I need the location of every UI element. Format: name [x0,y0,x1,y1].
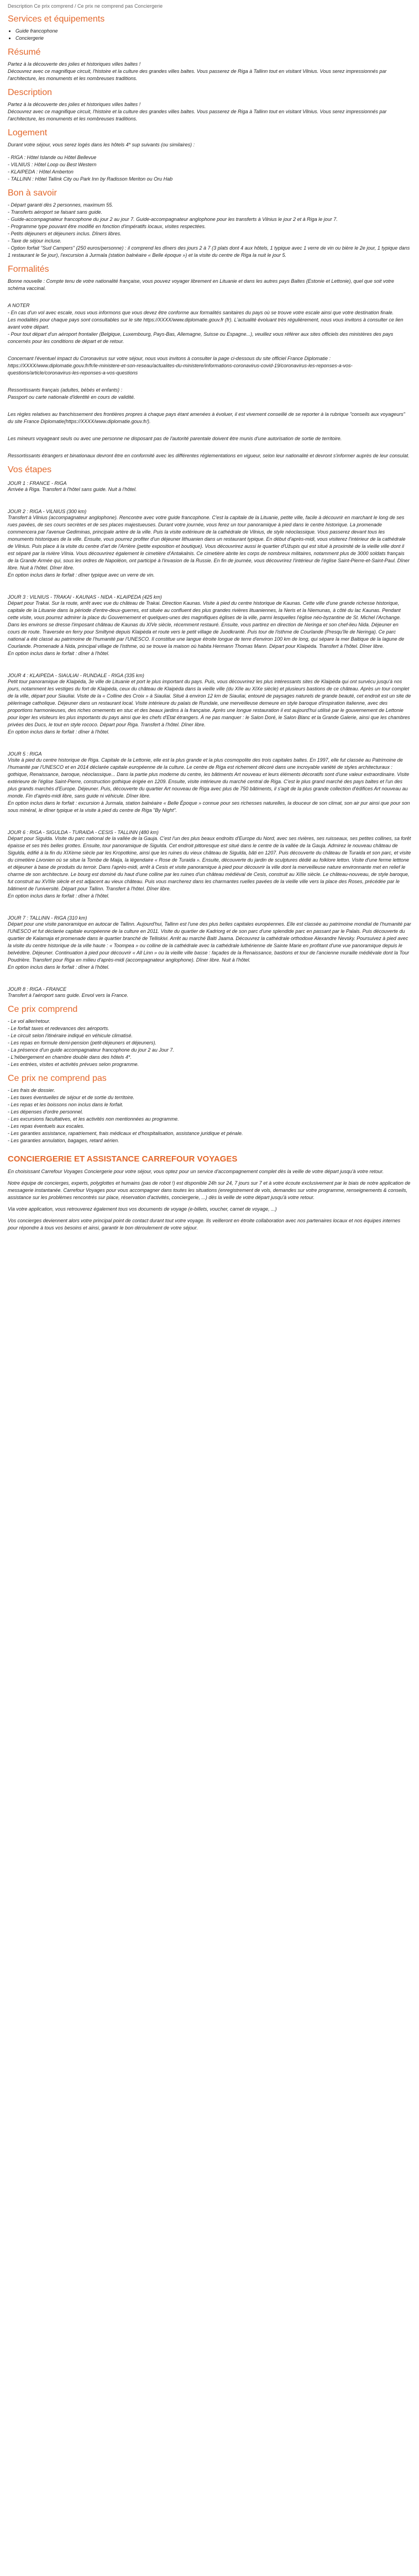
day-block [8,509,411,579]
day-text: Visite à pied du centre historique de Riga. Capitale de la Lettonie, elle est la plus grande et la plus cosmopolite des trois capitales baltes. En 1997, elle fut classée au Patrimoine de l'humanité par l'UNESCO et en 2014 déclarée capitale européenne de la culture. Le centre de Riga est richement décoré dans une incroyable variété de styles architecturaux : gothique, Renaissance, baroque, néoclassique... Dans la partie plus moderne du centre, les bâtiments Art nouveau et leurs éléments décoratifs sont d'une valeur extraordinaire. Visite extérieure de l'église Saint-Pierre, construction gothique érigée en 1209. Ensuite, visite intérieure du marché central de Riga. C'est le plus grand marché des pays baltes et l'un des plus grands marchés d'Europe. Déjeuner. Puis, découverte du quartier Art nouveau de Riga avec plus de 750 bâtiments, il s'agit de la plus grande collection d'édifices Art nouveau au monde. Fin d'après-midi libre, sans guide ni véhicule. Dîner libre. En option inclus dans le forfait : excursion à Jurmala, station balnéaire « Belle Époque » connue pour ses richesses naturelles, la douceur de son climat, son air pur ainsi que pour son sous minéral, le dîner typique et la visite à pied du centre de Riga "By Night". [8,757,410,813]
comprend-title: Ce prix comprend [8,1005,78,1014]
ne-comprend-item: - Les excursions facultatives, et les activités non mentionnées au programme. [8,1116,179,1122]
bon-line: - Programme type pouvant être modifié en fonction d'impératifs locaux, visites respectées. [8,224,206,229]
day-text: Transfert à l'aéroport sans guide. Envol vers la France. [8,993,129,998]
conciergerie-paragraph: Vos concierges deviennent alors votre principal point de contact durant tout votre voyage. Ils veilleront en étroite collaboration avec nos partenaires locaux et nos équipes internes pour répondre à tous vos besoins et ainsi, garantir le bon déroulement de votre séjour. [8,1218,401,1231]
conciergerie-paragraph: En choisissant Carrefour Voyages Conciergerie pour votre séjour, vous optez pour un service d'accompagnement complet dès la veille de votre départ jusqu'à votre retour. [8,1169,384,1174]
ne-comprend-item: - Les dépenses d'ordre personnel. [8,1109,83,1115]
ne-comprend-item: - Les garanties annulation, bagages, retard aérien. [8,1138,119,1143]
bon-line: - Transferts aéroport se faisant sans guide. [8,209,102,215]
day-text: Départ pour Trakai. Sur la route, arrêt avec vue du château de Trakai. Direction Kaunas. Visite à pied du centre historique de Kaunas. Cette ville d'une grande richesse historique, capitale de la Lituanie dans la période d'entre-deux-guerres, est située au confluent des plus grandes rivières lituaniennes, la Neris et la Niemunas, à côté du lac Kaunas. Pendant cette visite, vous pourrez admirer la place du Gouvernement et quelques-unes des magnifiques églises de la ville, parmi lesquelles l'église néo-byzantine de St. Michel l'Archange. Dans les environs se dresse l'imposant château de Kaunas du XIVe siècle, récemment restauré. Ensuite, vous partirez en direction de Neringa et son chef-lieu Nida. Déjeuner en cours de route. Traversée en ferry pour Smiltynė depuis Klaipėda et route vers le petit village de Juodkrantė. Puis tour de l'isthme de Courlande (Presqu'île de Neringa). Ce parc national a été classé au patrimoine de l'humanité par l'UNESCO. Il constitue une langue étroite longue de terre d'environ 100 km de long, qui sépare la mer Baltique de la lagune de Courlande. Promenade à Nida, principal village de l'isthme, où se trouve la maison où habita Hermann Thomas Mann. Départ pour Klaipėda. Transfert à l'hôtel. Dîner libre. En option inclus dans le forfait : dîner à l'hôtel. [8,600,405,656]
ne-comprend-item: - Les garanties assistance, rapatriement, frais médicaux et d'hospitalisation, assistance juridique et pénale. [8,1131,243,1136]
bon-line: - Option forfait "Sud Campers" (250 euros/personne) : il comprend les dîners des jours 2 à 7 (3 plats dont 4 aux hôtels, 1 typique avec 1 verre de vin ou bière le 2e jour, 1 typique dans 1 restaurant le 5e jour), l'excursion à Jurmala (station balnéaire « Belle époque ») et la visite du centre de Riga la nuit le jour 5. [8,245,410,258]
ne-comprend-title: Ce prix ne comprend pas [8,1074,107,1083]
resume-line: Partez à la découverte des jolies et historiques villes baltes ! [8,61,141,67]
ne-comprend-item: - Les taxes éventuelles de séjour et de sortie du territoire. [8,1095,135,1100]
day-title: JOUR 5 : RIGA [8,751,42,757]
day-title: JOUR 1 : FRANCE - RIGA [8,481,67,486]
bon-line: - Guide-accompagnateur francophone du jour 2 au jour 7. Guide-accompagnateur anglophone pour les transferts à Vilnius le jour 2 et à Riga le jour 7. [8,217,338,222]
conciergerie-paragraph: Via votre application, vous retrouverez également tous vos documents de voyage (e-billets, voucher, carnet de voyage, ...) [8,1206,277,1212]
day-text: Départ pour Sigulda. Visite du parc national de la vallée de la Gauja. C'est l'un des plus beaux endroits d'Europe du Nord, avec ses rivières, ses ruisseaux, ses petites collines, sa forêt épaisse et ses très belles grottes. Ensuite, tour panoramique de Sigulda. Cet endroit pittoresque est situé dans le centre de la vallée de la Gauja. Admirez le nouveau château de Sigulda, édifié à la fin du XIXème siècle par les Kropotkine, ainsi que les ruines du vieux château de Sigulda, bâti en 1207. Puis découverte du château de Turaida et son parc, et visite du cimetière Livonien où se situe la Tombe de Maija, la légendaire « Rose de Turaida ». Ensuite, découverte du jardin de sculptures dédié au folklore letton. Visite d'une ferme letttone et déjeuner à base de produits du terroir. Dans l'après-midi, arrêt à Cesis et visite panoramique à pied pour découvrir la ville dont la merveilleuse nature environnante met en relief le charme de son architecture. Le bourg est dominé du haut d'une colline par les ruines d'un château médiéval de Cesis, construit au XIIIe siècle. Le château-nouveau, de style baroque, fut construit au XVIIIe siècle et est adjacent au vieux château. Puis vous marcherez dans les charmantes ruelles pavées de la vieille ville vers la place des Roses, précédée par le bâtiment de l'université. Départ pour Tallinn. Transfert à l'hôtel. Dîner libre. En option inclus dans le forfait : dîner à l'hôtel. [8,836,411,899]
bon-line: - Petits déjeuners et déjeuners inclus. Dîners libres. [8,231,122,236]
formalites-paragraph: Concernant l'éventuel impact du Coronavirus sur votre séjour, nous vous invitons à consulter la page ci-dessous du site officiel France Diplomatie : https://XXXX/www.diplomatie.gouv.fr/fr/le-ministere-et-son-reseau/actualites-du-ministere/informations-coronavirus-covid-19/coronavirus-les-reponses-a-vos-questions/article/coronavirus-les-reponses-a-vos-questions [8,356,353,376]
day-title: JOUR 7 : TALLINN - RIGA (310 km) [8,915,87,921]
comprend-item: - Les repas en formule demi-pension (petit-déjeuners et déjeuners). [8,1040,157,1046]
logement-title: Logement [8,128,48,138]
formalites-paragraph: Ressortissants français (adultes, bébés et enfants) : Passport ou carte nationale d'identité en cours de validité. [8,387,135,400]
day-title: JOUR 8 : RIGA - FRANCE [8,986,67,992]
conciergerie-paragraph: Notre équipe de concierges, experts, polyglottes et humains (pas de robot !) est disponible 24h sur 24, 7 jours sur 7 et à votre écoute exclusivement par le biais de notre application de messagerie instantanée. Carrefour Voyages pour vous accompagner dans toutes les situations (enregistrement de vols, demandes sur votre programme, renseignements & conseils, assistance sur les problèmes rencontrés sur place, réservation d'activités, conciergerie, ...) dès la veille de votre départ jusqu'à votre retour. [8,1180,411,1200]
bon-line: - Départ garanti dès 2 personnes, maximum 55. [8,202,113,208]
comprend-item: - L'hébergement en chambre double dans des hôtels 4*. [8,1054,132,1060]
hotel-line: - TALLINN : Hôtel Tallink City ou Park Inn by Radisson Meriton ou Oru Hab [8,176,173,182]
etapes-title: Vos étapes [8,465,52,474]
day-block [8,751,411,814]
day-title: JOUR 3 : VILNIUS - TRAKAI - KAUNAS - NIDA - KLAIPEDA (425 km) [8,594,162,600]
description-title: Description [8,88,53,97]
formalites-title: Formalités [8,265,49,274]
comprend-item: - Le forfait taxes et redevances des aéroports. [8,1026,109,1031]
hotel-line: - KLAIPEDA : Hôtel Amberton [8,169,74,175]
description-line: Découvrez avec ce magnifique circuit, l'histoire et la culture des grandes villes baltes. Vous passerez de Riga à Tallinn tout en visitant Vilnius. Vous serez impressionnés par l'architecture, les monuments et les nombreuses traditions. [8,109,387,122]
ne-comprend-item: - Les repas éventuels aux escales. [8,1123,85,1129]
comprend-item: - Le circuit selon l'itinéraire indiqué en véhicule climatisé. [8,1033,133,1038]
formalites-paragraph: A NOTER - En cas d'un vol avec escale, nous vous informons que vous devez être conforme aux formalités sanitaires du pays où se trouve votre escale ainsi que votre destination finale. Les modalités pour chaque pays sont consultables sur le site https://XXXX/www.diplomatie.gouv.fr (fr). L'actualité évoluant très régulièrement, nous vous invitons à consulter ce lien avant votre départ. - Pour tout départ d'un aéroport frontalier (Belgique, Luxembourg, Pays-Bas, Allemagne, Suisse ou Espagne...), veuillez vous référer aux sites officiels des ministères des pays concernés pour les conditions de départ et de retour. [8,303,404,344]
bon-a-savoir-title: Bon à savoir [8,188,57,198]
services-title: Services et équipements [8,14,105,24]
description-line: Partez à la découverte des jolies et historiques villes baltes ! [8,102,141,107]
day-title: JOUR 2 : RIGA - VILNIUS (300 km) [8,509,87,514]
formalites-paragraph: Les mineurs voyageant seuls ou avec une personne ne disposant pas de l'autorité parentale doivent être munis d'une autorisation de sortie de territoire. [8,436,342,441]
day-title: JOUR 4 : KLAIPEDA - SIAULIAI - RUNDALE - RIGA (335 km) [8,673,144,678]
conciergerie-title: CONCIERGERIE ET ASSISTANCE CARREFOUR VOYAGES [8,1154,238,1164]
comprend-item: - Le vol aller/retour. [8,1018,51,1024]
day-text: Arrivée à Riga. Transfert à l'hôtel sans guide. Nuit à l'hôtel. [8,487,137,492]
ne-comprend-item: - Les repas et les boissons non inclus dans le forfait. [8,1102,124,1107]
breadcrumb: Description Ce prix comprend / Ce prix ne comprend pas Conciergerie [8,3,163,9]
day-block [8,481,411,493]
day-block [8,594,411,657]
resume-line: Découvrez avec ce magnifique circuit, l'histoire et la culture des grandes villes baltes. Vous passerez de Riga à Tallinn tout en visitant Vilnius. Vous serez impressionnés par l'architecture, les monuments et les nombreuses traditions. [8,68,387,81]
services-item: • Guide francophone [15,28,411,35]
bon-line: - Taxe de séjour incluse. [8,238,62,244]
day-text: Départ pour une visite panoramique en autocar de Tallinn. Aujourd'hui, Tallinn est l'une des plus belles capitales européennes. Elle est classée au patrimoine mondial de l'humanité par l'UNESCO et fut déclarée capitale européenne de la culture en 2011. Visite du quartier de Kadriorg et de son parc d'une splendide parc en passant par le Palais. Puis découverte du quartier de Kalamaja et promenade dans le quartier branché de Telliskivi. Arrêt au marché Balti Jaama. Découvrez la cathédrale orthodoxe Alexandre Nevsky. Poursuivez à pied avec la visite du centre historique de la ville haute : « Toompea » ou colline de la cathédrale avec la cathédrale luthérienne de Sainte Marie en profitant d'une vue panoramique depuis le belvédère. Déjeuner. Continuation à pied pour découvrir « All Linn » ou la vieille ville basse : façades de la Renaissance, bastions et tour de l'ancienne muraille médiévale dont la Tour Poudrière. Transfert pour Riga en milieu d'après-midi (accompagnateur anglophone). Dîner libre. Nuit à l'hôtel. En option inclus dans le forfait : dîner à l'hôtel. [8,921,411,970]
day-block [8,830,411,900]
services-item: • Conciergerie [15,35,411,42]
day-title: JOUR 6 : RIGA - SIGULDA - TURAIDA - CESIS - TALLINN (480 km) [8,830,159,835]
formalites-paragraph: Bonne nouvelle : Compte tenu de votre nationalité française, vous pouvez voyager librement en Lituanie et dans les autres pays Baltes (Estonie et Lettonie), quel que soit votre schéma vaccinal. [8,278,394,291]
formalites-paragraph: Ressortissants étrangers et binationaux devront être en conformité avec les différentes réglementations en vigueur, selon leur nationalité et devront s'informer auprès de leur consulat. [8,453,410,458]
comprend-item: - La présence d'un guide accompagnateur francophone du jour 2 au Jour 7. [8,1047,174,1053]
comprend-item: - Les entrées, visites et activités prévues selon programme. [8,1062,139,1067]
formalites-paragraph: Les règles relatives au franchissement des frontières propres à chaque pays étant amenées à évoluer, il est vivement conseillé de se reporter à la rubrique "conseils aux voyageurs" du site France Diplomatie(https://XXXX/www.diplomatie.gouv.fr/). [8,411,405,424]
day-block [8,986,411,999]
day-block [8,673,411,736]
ne-comprend-item: - Les frais de dossier. [8,1088,55,1093]
hotel-line: - RIGA : Hôtel Islande ou Hôtel Bellevue [8,155,97,160]
day-block [8,915,411,971]
page [0,0,419,1247]
logement-intro: Durant votre séjour, vous serez logés dans les hôtels 4* sup suivants (ou similaires) : [8,142,195,147]
day-text: Petit tour panoramique de Klaipėda, 3e ville de Lituanie et port le plus important du pays. Puis, vous découvrirez les plus intéressants sites de Klaipėda qui ont survécu jusqu'à nos jours, notamment les vestiges du fort de Klaipėda, ceux du château de Klaipėda dans la vieille ville (du XIIe au XIXe siècle) et plusieurs bastions de ce château. Après un tour complet de la ville, départ pour Siauliai. Visite de la « Colline des Croix » à Siauliai. Situé à environ 12 km de Siauliai, entouré de paysages naturels de grande beauté, cet endroit est un site de pèlerinage catholique. Déjeuner dans un restaurant local. Visite intérieure du palais de Rundale, une merveilleuse demeure en style baroque d'inspiration italienne, avec des proportions harmonieuses, des riches ornements en stuc et des beaux jardins à la française. Après une longue restauration il est aujourd'hui utilisé par le gouvernement de Lettonie pour loger les visiteurs les plus importants du pays ainsi que les chefs d'Etat étrangers. À ne pas manquer : le Salon Doré, le Salon Blanc et la Grande Galerie, ainsi que les chambres privées des Ducs, le tout en style rococo. Départ pour Riga. Transfert à l'hôtel. Dîner libre. En option inclus dans le forfait : dîner à l'hôtel. [8,679,411,735]
resume-title: Résumé [8,47,41,57]
hotel-line: - VILNIUS : Hôtel Loop ou Best Western [8,162,97,167]
services-list [15,28,411,42]
day-text: Transfert à Vilnius (accompagnateur anglophone). Rencontre avec votre guide francophone. C'est la capitale de la Lituanie, petite ville, facile à découvrir en marchant le long de ses rues pavées, de ses cours secrètes et de ses places majestueuses. Durant votre journée, vous ferez un tour panoramique à pied dans le centre historique. La promenade commencera par l'avenue Gediminas, principale artère de la ville. Puis la visite extérieure de la cathédrale de Vilnius, de style néoclassique. Vous passerez devant tous les monuments historiques de la ville. Ensuite, vous pourrez profiter d'un déjeuner lithuanien dans un restaurant typique. En début d'après-midi, vous visiterez l'intérieur de la cathédrale de Vilnius. Puis place à la visite du centre d'art de l'Arrière (petite exposition et boutique). Vous découvrirez aussi le quartier d'Užupis qui est situé à proximité de la vieille ville dont il est séparé par la rivière Vilnia. Vous découvrirez également le cimetière d'Antakalnis. Ce cimetière abrite les corps de nombreux militaires, notamment plus de 3000 soldats français de la Grande Armée qui, sous les ordres de Napoléon, ont participé à l'invasion de la Russie. En fin de journée, vous découvrirez l'intérieur de l'église Saint-Pierre-et-Saint-Paul. Dîner libre. Nuit à l'hôtel. Dîner libre. En option inclus dans le forfait : dîner typique avec un verre de vin. [8,515,410,578]
